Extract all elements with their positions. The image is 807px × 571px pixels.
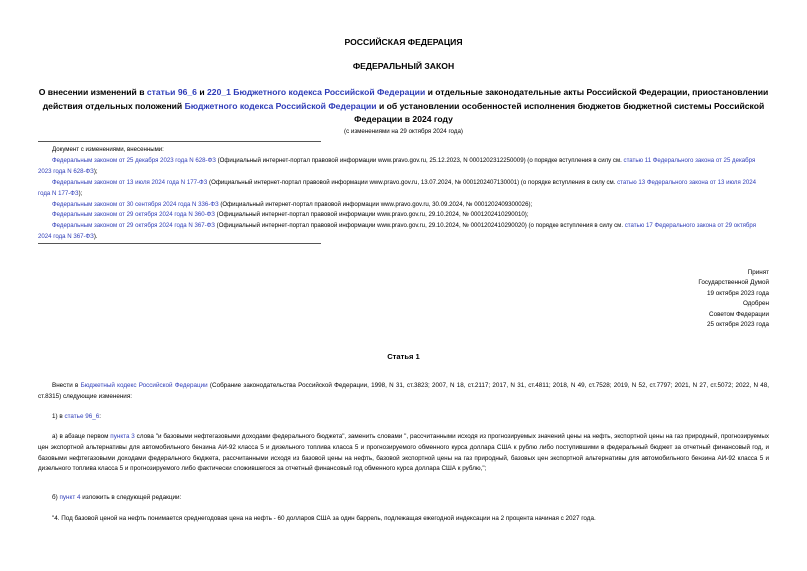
amendment-link[interactable]: Федеральным законом от 13 июля 2024 года N 177-ФЗ (52, 178, 208, 186)
budget-code-link[interactable]: Бюджетный кодекс Российской Федерации (80, 382, 208, 389)
amendment-end: ); (78, 189, 83, 197)
body-text: а) в абзаце первом (52, 433, 111, 440)
divider-bottom (38, 243, 321, 244)
body-text: 1) в (52, 413, 65, 420)
adoption-block (698, 268, 769, 330)
adoption-line: Государственной Думой (698, 279, 769, 287)
amendment-item (38, 200, 768, 211)
amendment-text: (Официальный интернет-портал правовой информации www.pravo.gov.ru, 13.07.2024, № 0001202407130001) (о порядке вступления в силу см. (207, 178, 618, 186)
title-text: О внесении изменений в (38, 87, 147, 97)
amendment-link[interactable]: Федеральным законом от 29 октября 2024 года N 360-ФЗ (52, 211, 215, 219)
amendment-link[interactable]: Федеральным законом от 30 сентября 2024 года N 336-ФЗ (52, 200, 219, 208)
doc-type-heading: ФЕДЕРАЛЬНЫЙ ЗАКОН (352, 61, 455, 71)
adoption-line: Принят (747, 269, 769, 276)
title-text: и (196, 87, 208, 97)
amendment-article-link[interactable]: статью 11 Федерального закона от 25 декабря 2023 года N 628-ФЗ (38, 156, 756, 175)
amendment-article-link[interactable]: статью 17 Федерального закона от 29 октября 2024 года N 367-ФЗ (38, 222, 757, 241)
amendment-item (38, 156, 768, 178)
approval-date: 25 октября 2023 года (706, 321, 769, 329)
amendment-end: ). (93, 233, 98, 241)
article-heading: Статья 1 (387, 352, 420, 361)
amendment-text: (Официальный интернет-портал правовой информации www.pravo.gov.ru, 25.12.2023, N 0001202312250009) (о порядке вступления в силу см. (215, 156, 624, 164)
approval-line: Одобрен (742, 300, 769, 308)
item-1-paragraph (38, 412, 769, 423)
amendment-link[interactable]: Федеральным законом от 29 октября 2024 года N 367-ФЗ (52, 222, 215, 230)
title-link-96-6[interactable]: статьи 96_6 (146, 87, 197, 97)
adoption-date: 19 октября 2023 года (706, 289, 769, 297)
title-text: и отдельные законодательные акты Российской Федерации, приостановлении действия отдельных положений (42, 87, 769, 111)
body-text: изложить в следующей редакции: (80, 494, 182, 501)
body-text: слова "и базовыми нефтегазовыми доходами федерального бюджета", заменить словами ", рассчитанными исходя из прогнозируемых значений цены на нефть, экспортной цены на газ природный, прогнозируемых цен экспортной альтернативы для автомобильного бензина АИ-92 класса 5 и дизельного топлива класса 5 и прогнозируемого обменного курса доллара США к рублю либо поступившими в федеральный бюджет за отчетный финансовый год, и базовыми нефтегазовыми доходами федерального бюджета, рассчитанными исходя из базовой цены на нефть, базовой экспортной цены на газ природный, базовых цен экспортной альтернативы для автомобильного бензина АИ-92 класса 5 и дизельного топлива класса 5 и прогнозируемого либо фактически сложившегося за отчетный финансовый год обменного курса доллара США к рублю,"; (38, 433, 769, 473)
amendments-block (38, 145, 768, 243)
approval-line: Советом Федерации (709, 310, 769, 318)
body-text: (Собрание законодательства Российской Федерации, 1998, N 31, ст.3823; 2007, N 18, ст.2117; 2017, N 31, ст.4811; 2018, N 49, ст.7528; 2019, N 52, ст.7797; 2021, N 27, ст.5072; 2022, N 48, ст.8315) следующие изменения: (38, 382, 770, 400)
divider-top (38, 141, 321, 142)
quote-paragraph (38, 514, 769, 525)
amendment-item (38, 221, 768, 243)
amendment-item (38, 210, 768, 221)
law-title (30, 86, 777, 127)
intro-paragraph (38, 381, 769, 403)
title-link-budget-code[interactable]: Бюджетного кодекса Российской Федерации (184, 100, 377, 111)
amendment-text: (Официальный интернет-портал правовой информации www.pravo.gov.ru, 29.10.2024, № 0001202410290010); (214, 211, 529, 219)
amendment-article-link[interactable]: статью 13 Федерального закона от 13 июля 2024 года N 177-ФЗ (38, 178, 757, 197)
title-text: и об установлении особенностей исполнения бюджетов бюджетной системы Российской Федерации в 2024 году (354, 100, 765, 124)
quoted-text: "4. Под базовой ценой на нефть понимается среднегодовая цена на нефть - 60 долларов США за один баррель, подлежащая ежегодной индексации на 2 процента начиная с 2027 года. (52, 515, 596, 522)
amendments-header: Документ с изменениями, внесенными: (52, 146, 164, 153)
country-heading: РОССИЙСКАЯ ФЕДЕРАЦИЯ (344, 37, 463, 47)
edition-note: (с изменениями на 29 октября 2024 года) (344, 128, 463, 135)
title-link-220-1[interactable]: 220_1 Бюджетного кодекса Российской Федерации (207, 87, 426, 97)
amendment-link[interactable]: Федеральным законом от 25 декабря 2023 года N 628-ФЗ (52, 156, 216, 164)
amendment-text: (Официальный интернет-портал правовой информации www.pravo.gov.ru, 30.09.2024, № 0001202409300026); (218, 200, 533, 208)
amendment-text: (Официальный интернет-портал правовой информации www.pravo.gov.ru, 29.10.2024, № 0001202410290020) (о порядке вступления в силу см. (214, 222, 625, 230)
item-a-paragraph (38, 432, 769, 475)
body-text: б) (52, 494, 60, 501)
point-3-link[interactable]: пункта 3 (110, 433, 135, 440)
item-b-paragraph (38, 493, 769, 504)
amendment-end: ); (93, 167, 98, 175)
body-text: Внести в (52, 382, 81, 389)
body-text: : (99, 413, 101, 420)
point-4-link[interactable]: пункт 4 (59, 494, 81, 501)
amendment-item (38, 178, 768, 200)
article-96-6-link[interactable]: статье 96_6 (64, 413, 100, 420)
